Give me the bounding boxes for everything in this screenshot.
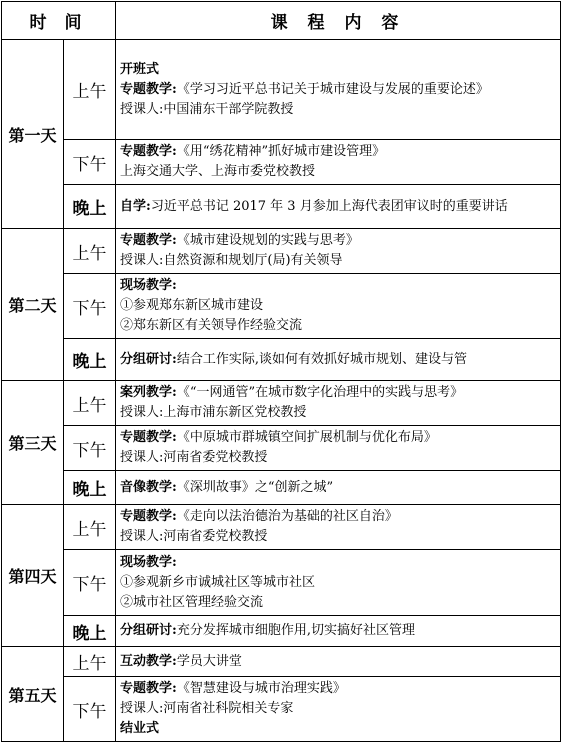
session-row	[2, 185, 561, 229]
session-row	[2, 505, 561, 550]
header-row	[2, 2, 561, 40]
session-type-label: 现场教学:	[120, 278, 177, 293]
session-type-label: 专题教学:	[120, 233, 177, 248]
content-line	[120, 142, 556, 162]
day-label: 第四天	[2, 505, 64, 647]
session-content	[116, 229, 561, 274]
content-line	[120, 162, 556, 182]
session-content	[116, 677, 561, 742]
content-line	[120, 652, 556, 672]
schedule-body	[2, 40, 561, 742]
content-line	[120, 478, 556, 498]
time-header: 时 间	[2, 2, 116, 40]
session-row	[2, 426, 561, 471]
schedule-table	[1, 1, 561, 742]
session-type-label: 分组研讨:	[120, 351, 177, 367]
content-line	[120, 231, 556, 251]
session-detail-text: 习近平总书记 2017 年 3 月参加上海代表团审议时的重要讲话	[150, 198, 508, 214]
period-label: 下午	[64, 140, 116, 185]
session-detail-text: 授课人:河南省社科院相关专家	[120, 701, 294, 716]
period-label: 晚上	[64, 616, 116, 647]
period-label: 下午	[64, 550, 116, 616]
session-detail-text: 《“一网通管”在城市数字化治理中的实践与思考》	[176, 385, 464, 400]
session-detail-text: 授课人:河南省委党校教授	[120, 529, 268, 544]
session-row	[2, 616, 561, 647]
session-row	[2, 647, 561, 677]
session-type-label: 结业式	[120, 721, 160, 736]
day-label: 第五天	[2, 647, 64, 742]
content-line	[120, 593, 556, 613]
session-detail-text: 结合工作实际,谈如何有效抓好城市规划、建设与管	[176, 351, 467, 367]
session-type-label: 专题教学:	[120, 681, 177, 696]
session-row	[2, 40, 561, 140]
period-label: 上午	[64, 229, 116, 274]
session-type-label: 现场教学:	[120, 554, 177, 570]
period-label: 晚上	[64, 185, 116, 229]
session-content	[116, 40, 561, 140]
content-line	[120, 553, 556, 573]
session-type-label: 互动教学:	[120, 653, 177, 669]
session-detail-text: 《深圳故事》之“创新之城”	[176, 479, 334, 495]
session-type-label: 开班式	[120, 61, 160, 77]
session-row	[2, 550, 561, 616]
session-detail-text: 《中原城市群城镇空间扩展机制与优化布局》	[176, 430, 437, 445]
period-label: 晚上	[64, 471, 116, 505]
session-type-label: 专题教学:	[120, 430, 177, 445]
session-content	[116, 426, 561, 471]
session-content	[116, 381, 561, 426]
session-detail-text: 授课人:上海市浦东新区党校教授	[120, 405, 307, 420]
content-line	[120, 699, 556, 719]
session-detail-text: ①参观郑东新区城市建设	[120, 298, 264, 313]
session-detail-text: ②郑东新区有关领导作经验交流	[120, 318, 303, 333]
session-detail-text: 《学习习近平总书记关于城市建设与发展的重要论述》	[176, 81, 489, 97]
session-type-label: 专题教学:	[120, 144, 177, 159]
session-detail-text: 《城市建设规划的实践与思考》	[176, 233, 359, 248]
session-content	[116, 140, 561, 185]
content-line	[120, 403, 556, 423]
session-detail-text: 《走向以法治德治为基础的社区自治》	[176, 509, 398, 524]
content-line	[120, 296, 556, 316]
session-type-label: 分组研讨:	[120, 623, 177, 638]
content-line	[120, 251, 556, 271]
content-line	[120, 621, 556, 641]
content-line	[120, 316, 556, 336]
session-detail-text: 授课人:自然资源和规划厅(局)有关领导	[120, 253, 343, 268]
period-label: 上午	[64, 505, 116, 550]
session-content	[116, 274, 561, 339]
session-detail-text: 上海交通大学、上海市委党校教授	[120, 164, 316, 179]
content-line	[120, 428, 556, 448]
content-line	[120, 60, 556, 80]
period-label: 下午	[64, 677, 116, 742]
content-line	[120, 679, 556, 699]
period-label: 上午	[64, 647, 116, 677]
session-row	[2, 140, 561, 185]
session-content	[116, 471, 561, 505]
content-line	[120, 80, 556, 100]
session-detail-text: ②城市社区管理经验交流	[120, 594, 264, 610]
content-line	[120, 197, 556, 217]
session-detail-text: 充分发挥城市细胞作用,切实搞好社区管理	[176, 623, 415, 638]
session-row	[2, 229, 561, 274]
period-label: 上午	[64, 40, 116, 140]
session-type-label: 自学:	[120, 198, 151, 214]
session-type-label: 专题教学:	[120, 509, 177, 524]
session-detail-text: 《用“绣花精神”抓好城市建设管理》	[176, 144, 386, 159]
content-line	[120, 507, 556, 527]
session-row	[2, 471, 561, 505]
content-header: 课 程 内 容	[116, 2, 561, 40]
day-label: 第二天	[2, 229, 64, 381]
session-content	[116, 616, 561, 647]
content-line	[120, 573, 556, 593]
session-content	[116, 550, 561, 616]
session-content	[116, 647, 561, 677]
content-line	[120, 383, 556, 403]
session-content	[116, 185, 561, 229]
session-detail-text: 《智慧建设与城市治理实践》	[176, 681, 346, 696]
period-label: 上午	[64, 381, 116, 426]
day-label: 第三天	[2, 381, 64, 505]
session-content	[116, 339, 561, 381]
content-line	[120, 276, 556, 296]
session-row	[2, 677, 561, 742]
content-line	[120, 350, 556, 370]
content-line	[120, 448, 556, 468]
session-type-label: 音像教学:	[120, 479, 177, 495]
session-detail-text: 授课人:中国浦东干部学院教授	[120, 101, 294, 117]
session-detail-text: 学员大讲堂	[176, 653, 242, 669]
period-label: 下午	[64, 274, 116, 339]
session-detail-text: 授课人:河南省委党校教授	[120, 450, 268, 465]
content-line	[120, 719, 556, 739]
session-row	[2, 274, 561, 339]
session-type-label: 案列教学:	[120, 385, 177, 400]
day-label: 第一天	[2, 40, 64, 229]
content-line	[120, 100, 556, 120]
session-content	[116, 505, 561, 550]
session-row	[2, 339, 561, 381]
content-line	[120, 527, 556, 547]
period-label: 下午	[64, 426, 116, 471]
session-row	[2, 381, 561, 426]
period-label: 晚上	[64, 339, 116, 381]
session-type-label: 专题教学:	[120, 81, 177, 97]
session-detail-text: ①参观新乡市诚城社区等城市社区	[120, 574, 316, 590]
